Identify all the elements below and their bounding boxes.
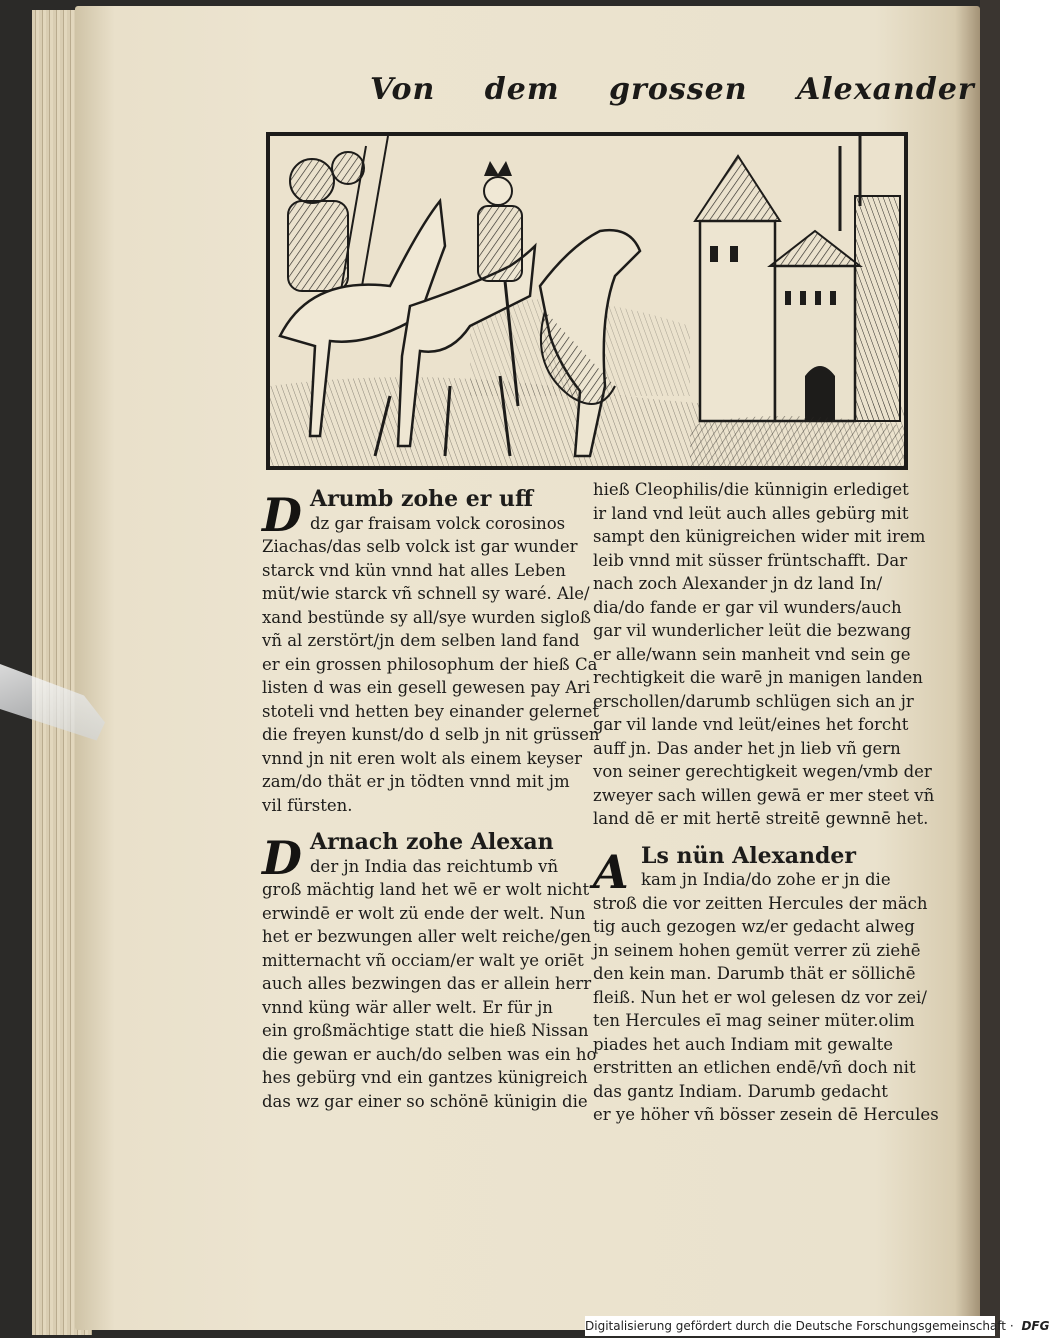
text-line: rechtigkeit die warē jn manigen landen bbox=[593, 668, 923, 687]
text-line: gar vil wunderlicher leüt die bezwang bbox=[593, 621, 912, 640]
text-line: den kein man. Darumb thät er söllichē bbox=[593, 964, 916, 983]
text-line: xand bestünde sy all/sye wurden sigloß bbox=[262, 607, 591, 627]
text-line: Arnach zohe Alexan bbox=[310, 829, 554, 855]
text-line: land dē er mit hertē streitē gewnnē het. bbox=[593, 809, 929, 828]
text-line: vñ al zerstört/jn dem selben land fand bbox=[262, 631, 580, 650]
text-line: hes gebürg vnd ein gantzes künigreich bbox=[262, 1068, 588, 1087]
text-line: listen d was ein gesell gewesen pay Ari bbox=[262, 678, 591, 697]
decorated-initial: D bbox=[262, 831, 302, 885]
text-line: er ye höher vñ bösser zesein dē Hercules bbox=[593, 1105, 939, 1124]
woodcut-illustration bbox=[266, 132, 908, 470]
text-line: groß mächtig land het wē er wolt nicht bbox=[262, 880, 590, 899]
scan-right-margin bbox=[980, 0, 1000, 1338]
text-column-left bbox=[262, 486, 600, 1113]
text-line: vil fürsten. bbox=[262, 795, 353, 815]
text-line: kam jn India/do zohe er jn die bbox=[641, 870, 891, 889]
text-line: erwindē er wolt zü ende der welt. Nun bbox=[262, 903, 586, 923]
text-line: piades het auch Indiam mit gewalte bbox=[593, 1034, 894, 1054]
text-line: ein großmächtige statt die hieß Nissan bbox=[262, 1021, 589, 1040]
digitization-footer: Digitalisierung gefördert durch die Deutsche Forschungsgemeinschaft · DFG bbox=[585, 1316, 995, 1336]
text-line: zweyer sach willen gewā er mer steet vñ bbox=[593, 785, 935, 805]
text-line: hieß Cleophilis/die künnigin erlediget bbox=[593, 480, 909, 499]
dfg-logo: DFG bbox=[1021, 1319, 1049, 1333]
text-line: erschollen/darumb schlügen sich an jr bbox=[593, 691, 914, 711]
text-line: ten Hercules eī mag seiner müter.olim bbox=[593, 1011, 915, 1030]
text-line: erstritten an etlichen endē/vñ doch nit bbox=[593, 1058, 916, 1077]
paragraph-3 bbox=[593, 842, 939, 1127]
text-line: ir land vnd leüt auch alles gebürg mit bbox=[593, 503, 909, 523]
text-line: stroß die vor zeitten Hercules der mäch bbox=[593, 893, 928, 913]
text-line: het er bezwungen aller welt reiche/gen bbox=[262, 927, 592, 946]
text-line: sampt den künigreichen wider mit irem bbox=[593, 527, 926, 546]
text-line: zam/do thät er jn tödten vnnd mit jm bbox=[262, 772, 570, 791]
text-line: jn seinem hohen gemüt verrer zü ziehē bbox=[593, 940, 921, 960]
paragraph-2 bbox=[262, 829, 597, 1113]
running-head: Von dem grossen Alexander bbox=[370, 72, 975, 107]
text-line: leib vnnd mit süsser früntschafft. Dar bbox=[593, 550, 908, 570]
decorated-initial: D bbox=[262, 488, 302, 542]
paragraph-1 bbox=[262, 486, 600, 817]
text-line: Arumb zohe er uff bbox=[310, 486, 534, 512]
text-line: vnnd jn nit eren wolt als einem keyser bbox=[262, 748, 583, 768]
decorated-initial: A bbox=[593, 844, 629, 899]
text-line: müt/wie starck vñ schnell sy waré. Ale/ bbox=[262, 584, 590, 603]
text-line: die gewan er auch/do selben was ein ho bbox=[262, 1044, 597, 1064]
text-line: Ls nün Alexander bbox=[641, 842, 856, 869]
text-line: nach zoch Alexander jn dz land In/ bbox=[593, 574, 883, 593]
footer-text: Digitalisierung gefördert durch die Deutsche Forschungsgemeinschaft bbox=[585, 1319, 1007, 1333]
text-line: dia/do fande er gar vil wunders/auch bbox=[593, 597, 902, 617]
text-line: Ziachas/das selb volck ist gar wunder bbox=[262, 537, 578, 556]
text-line: die freyen kunst/do d selb jn nit grüssen bbox=[262, 725, 600, 744]
text-line: tig auch gezogen wz/er gedacht alweg bbox=[593, 917, 915, 936]
text-line: gar vil lande vnd leüt/eines het forcht bbox=[593, 715, 909, 734]
text-line: fleiß. Nun het er wol gelesen dz vor zei/ bbox=[593, 987, 927, 1007]
text-line: auch alles bezwingen das er allein herr bbox=[262, 974, 592, 993]
woodcut-drawing bbox=[270, 136, 904, 466]
text-line: von seiner gerechtigkeit wegen/vmb der bbox=[593, 762, 932, 781]
text-line: das gantz Indiam. Darumb gedacht bbox=[593, 1081, 888, 1101]
text-line: stoteli vnd hetten bey einander gelernet bbox=[262, 701, 600, 721]
text-line: auff jn. Das ander het jn lieb vñ gern bbox=[593, 738, 901, 758]
text-line: vnnd küng wär aller welt. Er für jn bbox=[262, 997, 553, 1017]
text-line: er ein grossen philosophum der hieß Ca bbox=[262, 654, 598, 674]
text-column-right bbox=[593, 478, 939, 1127]
text-line: dz gar fraisam volck corosinos bbox=[310, 513, 566, 533]
text-line: starck vnd kün vnnd hat alles Leben bbox=[262, 560, 566, 580]
text-line: er alle/wann sein manheit vnd sein ge bbox=[593, 644, 911, 664]
text-line: das wz gar einer so schönē künigin die bbox=[262, 1091, 588, 1111]
text-line: mitternacht vñ occiam/er walt ye oriēt bbox=[262, 950, 584, 970]
text-line: der jn India das reichtumb vñ bbox=[310, 856, 559, 876]
